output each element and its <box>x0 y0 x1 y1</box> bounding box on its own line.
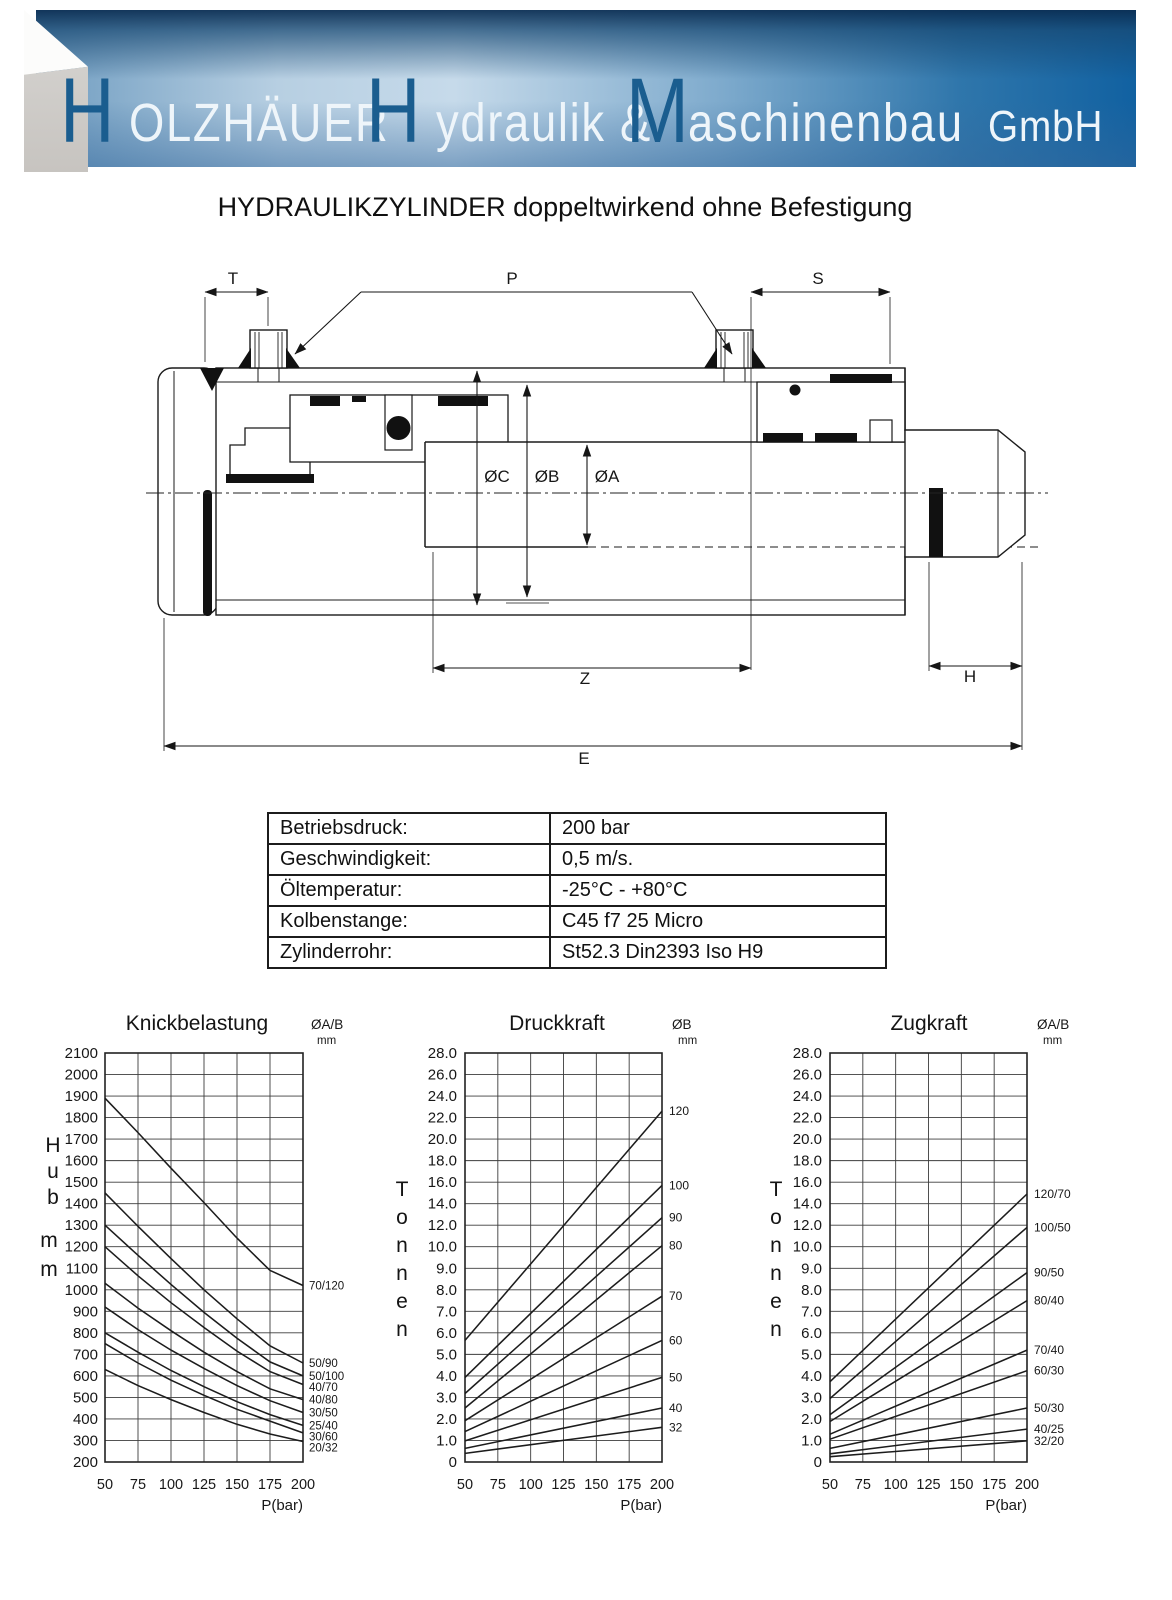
x-axis-unit: P(bar) <box>261 1497 303 1514</box>
y-tick-label: 200 <box>72 1454 98 1471</box>
y-axis-letter: n <box>770 1318 782 1341</box>
y-tick-label: 1300 <box>64 1217 98 1235</box>
series-label: 80/40 <box>1034 1293 1065 1308</box>
series-label: 40/70 <box>309 1381 338 1394</box>
y-tick-label: 1400 <box>64 1195 98 1213</box>
series-label: 60 <box>669 1333 683 1348</box>
series-label: 90 <box>669 1210 683 1225</box>
y-tick-label: 2.0 <box>801 1410 822 1428</box>
y-axis-letter: H <box>45 1134 61 1157</box>
dim-label-t: T <box>227 269 239 288</box>
y-tick-label: 8.0 <box>436 1281 457 1299</box>
y-tick-label: 12.0 <box>792 1217 822 1235</box>
y-tick-label: 1.0 <box>801 1432 822 1450</box>
x-tick-label: 50 <box>821 1477 839 1493</box>
x-tick-label: 200 <box>1014 1477 1040 1493</box>
y-axis-letter: e <box>770 1290 782 1313</box>
y-tick-label: 8.0 <box>801 1281 822 1299</box>
logo-initial-h1: H <box>60 60 115 162</box>
y-axis-letter: T <box>769 1178 783 1201</box>
y-tick-label: 6.0 <box>801 1324 822 1342</box>
spec-value: 200 bar <box>550 813 886 844</box>
company-logo-banner <box>36 10 1136 167</box>
y-tick-label: 700 <box>72 1346 98 1364</box>
y-tick-label: 3.0 <box>801 1389 822 1407</box>
y-tick-label: 4.0 <box>436 1367 457 1385</box>
right-axis-label: ØA/B <box>1037 1017 1070 1032</box>
spec-value: 0,5 m/s. <box>550 844 886 875</box>
y-axis-unit-letter: m <box>40 1229 58 1252</box>
o-ring-seal <box>387 416 411 440</box>
x-tick-label: 125 <box>191 1477 217 1493</box>
logo-initial-m: M <box>626 60 689 162</box>
spec-label: Betriebsdruck: <box>268 813 550 844</box>
x-axis-unit: P(bar) <box>985 1497 1027 1514</box>
y-tick-label: 800 <box>72 1324 98 1342</box>
series-label: 120/70 <box>1034 1186 1071 1201</box>
y-tick-label: 24.0 <box>427 1088 457 1106</box>
x-axis-unit: P(bar) <box>620 1497 662 1514</box>
y-tick-label: 400 <box>72 1410 98 1428</box>
x-tick-label: 100 <box>883 1477 908 1493</box>
spec-value: C45 f7 25 Micro <box>550 906 886 937</box>
y-tick-label: 1100 <box>65 1260 98 1278</box>
y-tick-label: 1000 <box>64 1281 98 1299</box>
series-label: 25/40 <box>309 1420 338 1433</box>
series-label: 40/80 <box>309 1394 338 1407</box>
y-tick-label: 14.0 <box>427 1195 457 1213</box>
dim-label-ob: ØB <box>534 467 560 486</box>
y-tick-label: 1.0 <box>436 1432 457 1450</box>
logo-suffix-gmbh: GmbH <box>988 102 1104 151</box>
table-row <box>268 937 886 968</box>
x-tick-label: 100 <box>518 1477 543 1493</box>
y-axis-letter: T <box>395 1178 409 1201</box>
page-title: HYDRAULIKZYLINDER doppeltwirkend ohne Befestigung <box>217 192 913 222</box>
logo-word-holzhaeuer: OLZHÄUER <box>129 93 390 153</box>
series-label: 32/20 <box>1034 1433 1065 1448</box>
y-tick-label: 300 <box>72 1432 98 1450</box>
y-tick-label: 500 <box>72 1389 98 1407</box>
y-tick-label: 22.0 <box>792 1109 822 1127</box>
series-label: 70/120 <box>309 1280 345 1293</box>
spec-label: Öltemperatur: <box>268 875 550 906</box>
y-tick-label: 18.0 <box>792 1152 822 1170</box>
y-axis-letter: u <box>47 1160 59 1183</box>
y-tick-label: 14.0 <box>792 1195 822 1213</box>
y-tick-label: 5.0 <box>436 1346 457 1364</box>
x-tick-label: 75 <box>129 1477 147 1493</box>
series-label: 90/50 <box>1034 1265 1065 1280</box>
right-axis-unit: mm <box>1043 1035 1063 1047</box>
dim-label-h: H <box>963 667 977 686</box>
y-tick-label: 26.0 <box>792 1066 822 1084</box>
right-axis-unit: mm <box>317 1035 337 1047</box>
y-tick-label: 18.0 <box>427 1152 457 1170</box>
y-tick-label: 22.0 <box>427 1109 457 1127</box>
spec-value: St52.3 Din2393 Iso H9 <box>550 937 886 968</box>
y-tick-label: 1500 <box>64 1174 98 1192</box>
right-axis-unit: mm <box>678 1035 698 1047</box>
series-label: 20/32 <box>309 1442 338 1455</box>
series-label: 120 <box>669 1104 690 1119</box>
right-axis-label: ØA/B <box>311 1017 344 1032</box>
dim-label-oa: ØA <box>594 467 620 486</box>
y-axis-letter: b <box>47 1186 59 1209</box>
y-tick-label: 9.0 <box>801 1260 822 1278</box>
y-tick-label: 20.0 <box>792 1131 822 1149</box>
y-tick-label: 1800 <box>64 1109 98 1127</box>
dim-label-p: P <box>506 269 518 288</box>
y-tick-label: 10.0 <box>792 1238 822 1256</box>
x-tick-label: 150 <box>949 1477 974 1493</box>
y-tick-label: 9.0 <box>436 1260 457 1278</box>
x-tick-label: 175 <box>257 1477 283 1493</box>
y-tick-label: 0 <box>813 1454 822 1471</box>
y-tick-label: 900 <box>72 1303 98 1321</box>
series-label: 50 <box>669 1370 683 1385</box>
load-force-charts <box>0 1000 1172 1560</box>
y-tick-label: 28.0 <box>427 1045 457 1062</box>
logo-word-hydraulik: ydraulik & <box>436 93 652 153</box>
y-tick-label: 2.0 <box>436 1410 457 1428</box>
dim-label-oc: ØC <box>484 467 510 486</box>
series-label: 50/100 <box>309 1370 345 1383</box>
y-tick-label: 7.0 <box>801 1303 822 1321</box>
x-tick-label: 200 <box>649 1477 675 1493</box>
y-tick-label: 1200 <box>64 1238 98 1256</box>
y-axis-letter: o <box>396 1206 408 1229</box>
series-label: 100 <box>669 1178 690 1193</box>
y-tick-label: 16.0 <box>427 1174 457 1192</box>
y-tick-label: 2100 <box>64 1045 98 1062</box>
logo-initial-h2: H <box>366 60 421 162</box>
x-tick-label: 50 <box>456 1477 474 1493</box>
series-label: 30/60 <box>309 1431 338 1444</box>
x-tick-label: 125 <box>551 1477 576 1493</box>
chart-title: Zugkraft <box>890 1012 968 1035</box>
series-label: 70 <box>669 1289 683 1304</box>
y-tick-label: 16.0 <box>792 1174 822 1192</box>
series-label: 100/50 <box>1034 1220 1071 1235</box>
series-label: 80 <box>669 1238 683 1253</box>
chart-zugkraft <box>770 1012 1071 1514</box>
table-row <box>268 844 886 875</box>
x-tick-label: 150 <box>584 1477 609 1493</box>
y-tick-label: 12.0 <box>427 1217 457 1235</box>
series-label: 40 <box>669 1400 683 1415</box>
cylinder-technical-drawing <box>0 250 1172 780</box>
y-axis-letter: n <box>770 1262 782 1285</box>
chart-knickbelastung <box>40 1012 344 1514</box>
series-label: 30/50 <box>309 1407 338 1420</box>
y-tick-label: 10.0 <box>427 1238 457 1256</box>
spec-label: Kolbenstange: <box>268 906 550 937</box>
y-axis-letter: n <box>396 1318 408 1341</box>
x-tick-label: 150 <box>224 1477 250 1493</box>
y-tick-label: 26.0 <box>427 1066 457 1084</box>
chart-title: Druckkraft <box>509 1012 605 1035</box>
y-tick-label: 1900 <box>64 1088 98 1106</box>
y-tick-label: 20.0 <box>427 1131 457 1149</box>
y-axis-letter: n <box>396 1234 408 1257</box>
table-row <box>268 875 886 906</box>
y-axis-unit-letter: m <box>40 1258 58 1281</box>
y-tick-label: 4.0 <box>801 1367 822 1385</box>
x-tick-label: 75 <box>489 1477 506 1493</box>
chart-title: Knickbelastung <box>125 1012 269 1035</box>
y-tick-label: 0 <box>448 1454 457 1471</box>
rod-gland-head <box>757 374 905 442</box>
y-axis-letter: o <box>770 1206 782 1229</box>
seal-bar <box>203 490 212 616</box>
right-axis-label: ØB <box>672 1017 692 1032</box>
y-tick-label: 6.0 <box>436 1324 457 1342</box>
y-tick-label: 28.0 <box>792 1045 822 1062</box>
spec-label: Geschwindigkeit: <box>268 844 550 875</box>
y-axis-letter: n <box>396 1262 408 1285</box>
series-label: 32 <box>669 1420 683 1435</box>
series-label: 70/40 <box>1034 1343 1065 1358</box>
table-row <box>268 906 886 937</box>
y-tick-label: 2000 <box>64 1066 98 1084</box>
table-row <box>268 813 886 844</box>
y-tick-label: 1700 <box>64 1131 98 1149</box>
y-tick-label: 600 <box>72 1367 98 1385</box>
y-tick-label: 5.0 <box>801 1346 822 1364</box>
specification-table <box>267 812 887 969</box>
dim-label-s: S <box>812 269 824 288</box>
x-tick-label: 200 <box>290 1477 316 1493</box>
x-tick-label: 100 <box>158 1477 184 1493</box>
dim-label-e: E <box>578 749 590 768</box>
y-tick-label: 1600 <box>64 1152 98 1170</box>
series-label: 50/90 <box>309 1357 338 1370</box>
x-tick-label: 125 <box>916 1477 941 1493</box>
y-axis-letter: e <box>396 1290 408 1313</box>
logo-word-maschinenbau: aschinenbau <box>688 93 964 153</box>
chart-druckkraft <box>396 1012 698 1514</box>
x-tick-label: 175 <box>982 1477 1007 1493</box>
y-tick-label: 3.0 <box>436 1389 457 1407</box>
x-tick-label: 175 <box>617 1477 642 1493</box>
series-label: 60/30 <box>1034 1363 1065 1378</box>
spec-value: -25°C - +80°C <box>550 875 886 906</box>
y-axis-letter: n <box>770 1234 782 1257</box>
y-tick-label: 24.0 <box>792 1088 822 1106</box>
x-tick-label: 75 <box>854 1477 871 1493</box>
spec-label: Zylinderrohr: <box>268 937 550 968</box>
y-tick-label: 7.0 <box>436 1303 457 1321</box>
dim-label-z: Z <box>579 669 591 688</box>
x-tick-label: 50 <box>96 1477 114 1493</box>
series-label: 40/25 <box>1034 1422 1065 1437</box>
series-label: 50/30 <box>1034 1400 1065 1415</box>
